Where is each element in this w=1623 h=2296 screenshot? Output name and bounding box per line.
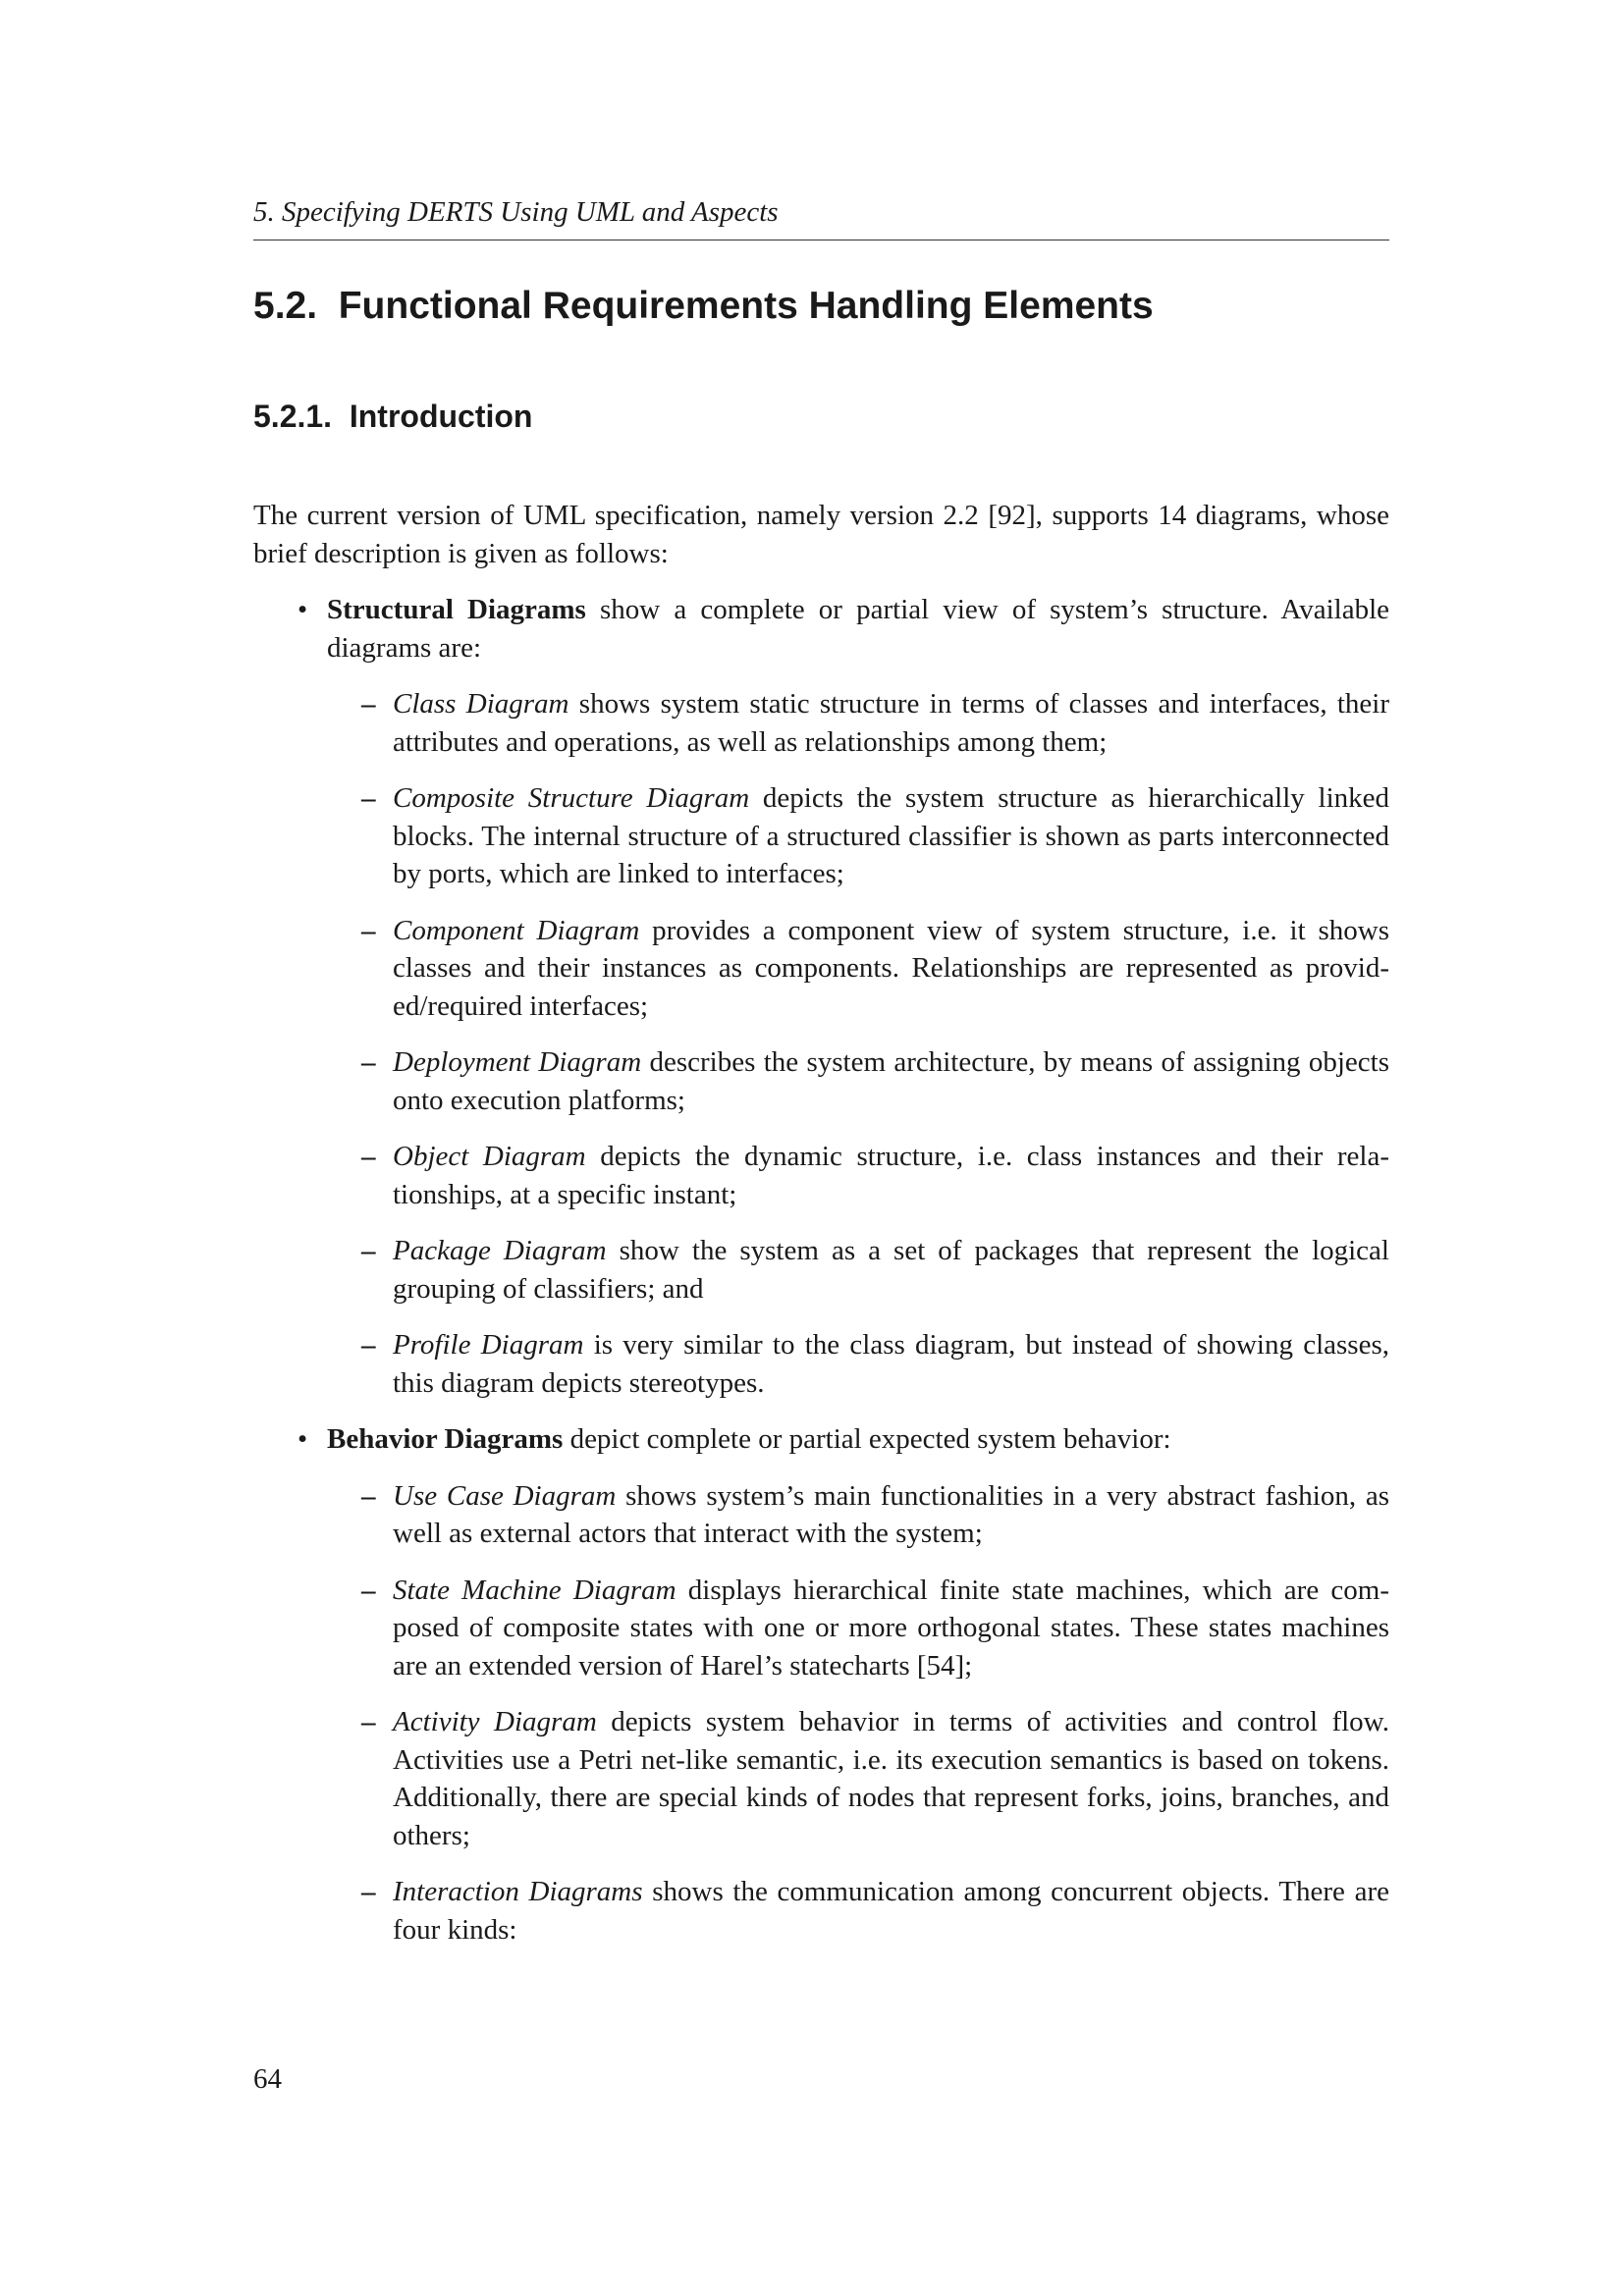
item-term: Activity Diagram (393, 1706, 597, 1737)
item-text: shows system’s main functionalities in a very abstract fashion, as well as external actors that interact with the system; (393, 1479, 1389, 1549)
list-item-deployment-diagram (361, 1043, 1389, 1119)
item-term: Class Diagram (393, 688, 569, 720)
list-item-structural-diagrams (298, 591, 1390, 1402)
item-text: depicts the system structure as hierarchically linked blocks. The internal structure of a structured classifier is shown as parts interconnected by ports, which are linked to interfaces; (393, 782, 1389, 889)
list-item-object-diagram (361, 1138, 1390, 1213)
bullet-icon: • (298, 594, 308, 625)
item-text: shows system static structure in terms of classes and interfaces, their attributes and operations, as well as relationships among them; (393, 688, 1390, 758)
list-item-interaction-diagrams (361, 1873, 1389, 1949)
subsection-title-text: Introduction (349, 399, 533, 434)
page-number: 64 (253, 2063, 282, 2095)
list-item-use-case-diagram (361, 1477, 1389, 1553)
behavior-text: depict complete or partial expected system behavior: (563, 1423, 1171, 1455)
structural-term: Structural Diagrams (327, 594, 586, 625)
item-term: State Machine Diagram (393, 1574, 676, 1606)
dash-icon: – (361, 1706, 376, 1737)
intro-paragraph: The current version of UML specification, namely version 2.2 [92], supports 14 diagrams, whose brief description is given as follows: (253, 500, 1389, 569)
subsection-title (253, 397, 532, 436)
list-item-composite-structure-diagram (361, 779, 1389, 893)
item-term: Interaction Diagrams (393, 1876, 643, 1907)
behavior-term: Behavior Diagrams (327, 1423, 564, 1455)
behavior-lead (327, 1420, 1389, 1459)
item-text: is very similar to the class diagram, but instead of showing classes, this diagram depicts stereotypes. (393, 1329, 1389, 1399)
item-term: Profile Diagram (393, 1329, 584, 1361)
item-text: provides a component view of system structure, i.e. it shows classes and their instances as components. Relationships are represented as provided/required interfaces; (393, 914, 1389, 1022)
dash-icon: – (361, 1235, 376, 1266)
section-title (253, 283, 1154, 330)
dash-icon: – (361, 1574, 376, 1606)
dash-icon: – (361, 1876, 376, 1907)
section-number: 5.2. (253, 285, 318, 327)
dash-icon: – (361, 914, 376, 946)
behavior-diagram-list (327, 1477, 1389, 1949)
list-item-activity-diagram (361, 1703, 1389, 1854)
list-item-package-diagram (361, 1232, 1389, 1308)
item-term: Component Diagram (393, 914, 640, 946)
item-term: Composite Structure Diagram (393, 782, 750, 814)
item-text: describes the system architecture, by means of assigning objects onto execution platforms; (393, 1046, 1389, 1116)
list-item-behavior-diagrams (298, 1420, 1389, 1949)
dash-icon: – (361, 1329, 376, 1361)
dash-icon: – (361, 1046, 376, 1078)
item-term: Object Diagram (393, 1141, 586, 1172)
section-title-text: Functional Requirements Handling Elements (338, 285, 1154, 327)
structural-lead (327, 591, 1389, 667)
page (253, 0, 1389, 2296)
item-text: depicts the dynamic structure, i.e. class instances and their relationships, at a specific instant; (393, 1141, 1390, 1210)
item-term: Use Case Diagram (393, 1479, 617, 1512)
list-item-component-diagram (361, 912, 1389, 1026)
list-item-class-diagram (361, 685, 1390, 761)
structural-text: show a complete or partial view of system’s structure. Available diagrams are: (327, 594, 1390, 664)
item-text: depicts system behavior in terms of activities and control flow. Activities use a Petri net-like semantic, i.e. its execution semantics is based on tokens. Additionally, there are special kinds of nodes that represent forks, joins, branches, and others; (393, 1706, 1389, 1851)
body-content (253, 497, 1389, 1967)
structural-diagram-list (327, 685, 1389, 1402)
item-text: show the system as a set of packages that represent the logical grouping of classifiers; and (393, 1235, 1389, 1305)
dash-icon: – (361, 782, 376, 814)
bullet-icon: • (298, 1423, 308, 1455)
dash-icon: – (361, 688, 376, 720)
list-item-profile-diagram (361, 1326, 1389, 1402)
list-item-state-machine-diagram (361, 1572, 1389, 1685)
item-text: shows the communication among concurrent objects. There are four kinds: (393, 1876, 1389, 1946)
item-term: Package Diagram (393, 1235, 607, 1266)
item-text: displays hierarchical finite state machines, which are composed of composite states with one or more orthogonal states. These states machines are an extended version of Harel’s statecharts [54]; (393, 1574, 1389, 1682)
dash-icon: – (361, 1479, 376, 1512)
item-term: Deployment Diagram (393, 1046, 642, 1078)
subsection-number: 5.2.1. (253, 399, 333, 434)
running-header: 5. Specifying DERTS Using UML and Aspects (253, 194, 1389, 240)
dash-icon: – (361, 1141, 376, 1172)
diagram-category-list (253, 591, 1389, 1949)
